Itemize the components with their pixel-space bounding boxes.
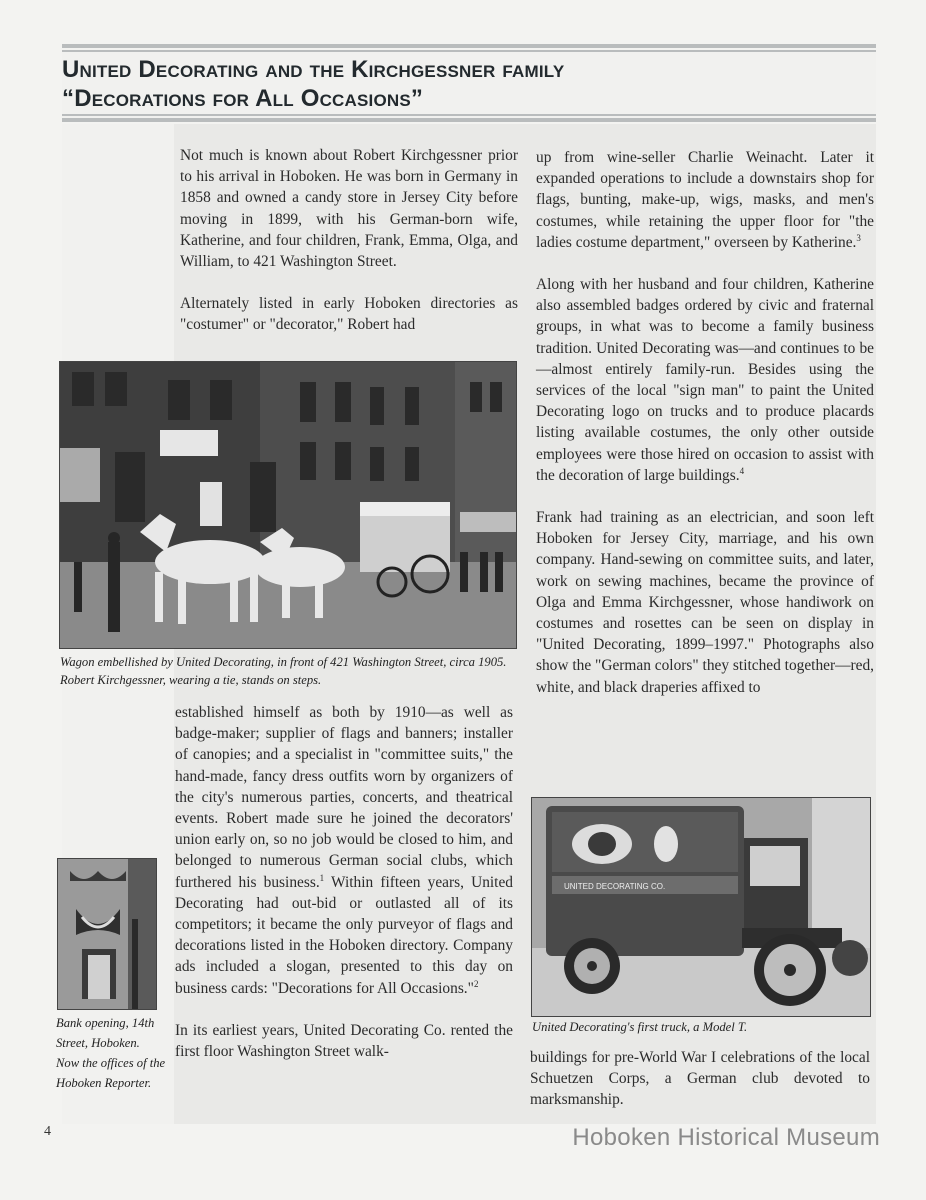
footnote-marker: 1 — [319, 872, 325, 883]
bank-photo — [57, 858, 157, 1010]
footnote-marker: 4 — [739, 465, 745, 476]
text-run: up from wine-seller Charlie Weinacht. Later it expanded operations to include a downstairs shop for flags, bunting, make-up, wigs, masks, and men's costumes, while retaining the upper floor for "the ladies costume department," overseen by Katherine. — [536, 149, 874, 251]
truck-caption: United Decorating's first truck, a Model T. — [532, 1020, 748, 1034]
bank-photo-illustration — [58, 859, 156, 1009]
wagon-caption — [60, 653, 520, 689]
paragraph: Alternately listed in early Hoboken directories as "costumer" or "decorator," Robert had — [180, 295, 518, 334]
footnote-marker: 3 — [856, 232, 861, 243]
truck-photo-illustration — [532, 798, 870, 1016]
paragraph: Frank had training as an electrician, and soon left Hoboken for Jersey City, marriage, and his own company. Hand-sewing on committee suits, and later, work on sewing machines, became the province of Olga and Emma Kirchgessner, whose handiwork on costumes and rosettes can be seen on display in "United Decorating, 1899–1997." Photographs also show the "German colors" they stitched together—red, white, and black draperies affixed to — [536, 509, 874, 696]
truck-sign-text: UNITED DECORATING CO. — [564, 882, 666, 891]
footnote-marker: 2 — [473, 978, 479, 989]
bank-caption: Bank opening, 14th Street, Hoboken. Now the offices of the Hoboken Reporter. — [56, 1016, 166, 1090]
header-rule-bottom — [62, 118, 876, 122]
page-title-line-1: United Decorating and the Kirchgessner family — [62, 56, 565, 83]
watermark: Hoboken Historical Museum — [572, 1124, 880, 1151]
text-run: Within fifteen years, United Decorating had out-bid or outlasted all of its competitors; it became the only purveyor of flags and decorations listed in the Hoboken directory. Company ads included a slogan, presented to this day on business cards: "Decorations for All Occasions." — [175, 873, 513, 997]
paragraph — [536, 274, 874, 486]
wagon-photo-illustration — [60, 362, 516, 648]
text-run: Along with her husband and four children, Katherine also assembled badges ordered by civic and fraternal groups, in what was to become a family business tradition. United Decorating was—and continues to be—almost entirely family-run. Besides using the services of the local "sign man" to paint the United Decorating logo on trucks and to produce placards listing available costumes, the only other outside employees were those hired on occasion to assist with the decoration of large buildings. — [536, 276, 874, 484]
paragraph: Not much is known about Robert Kirchgessner prior to his arrival in Hoboken. He was born in Germany in 1858 and owned a candy store in Jersey City before moving in 1899, with his German-born wife, Katherine, and four children, Frank, Emma, Olga, and William, to 421 Washington Street. — [180, 147, 518, 271]
paragraph: In its earliest years, United Decorating Co. rented the first floor Washington Street walk- — [175, 1021, 513, 1061]
column-1-top — [180, 145, 518, 336]
text-run: established himself as both by 1910—as well as badge-maker; supplier of flags and banners; installer of canopies; and a specialist in "committee suits," the hand-made, fancy dress outfits worn by organizers of the city's numerous parties, concerts, and theatrical events. Robert made sure he joined the decorators' union early on, so no job would be closed to him, and belonged to numerous German social clubs, which furthered his business. — [175, 704, 513, 891]
paragraph: buildings for pre-World War I celebrations of the local Schuetzen Corps, a German club devoted to marksmanship. — [530, 1049, 870, 1109]
page-title-line-2: “Decorations for All Occasions” — [62, 85, 424, 112]
paragraph — [175, 702, 513, 999]
page-number: 4 — [44, 1124, 51, 1139]
caption-line: Robert Kirchgessner, wearing a tie, stands on steps. — [60, 673, 322, 687]
column-1-bottom — [175, 702, 513, 1062]
truck-photo — [531, 797, 871, 1017]
paragraph — [536, 147, 874, 253]
column-2-bottom — [530, 1047, 870, 1111]
header-rule-top — [62, 44, 876, 48]
header-rule-bottom-thin — [62, 114, 876, 116]
column-2-top — [536, 147, 874, 698]
page-title — [62, 55, 882, 113]
wagon-photo — [59, 361, 517, 649]
caption-line: Wagon embellished by United Decorating, in front of 421 Washington Street, circa 1905. — [60, 655, 507, 669]
